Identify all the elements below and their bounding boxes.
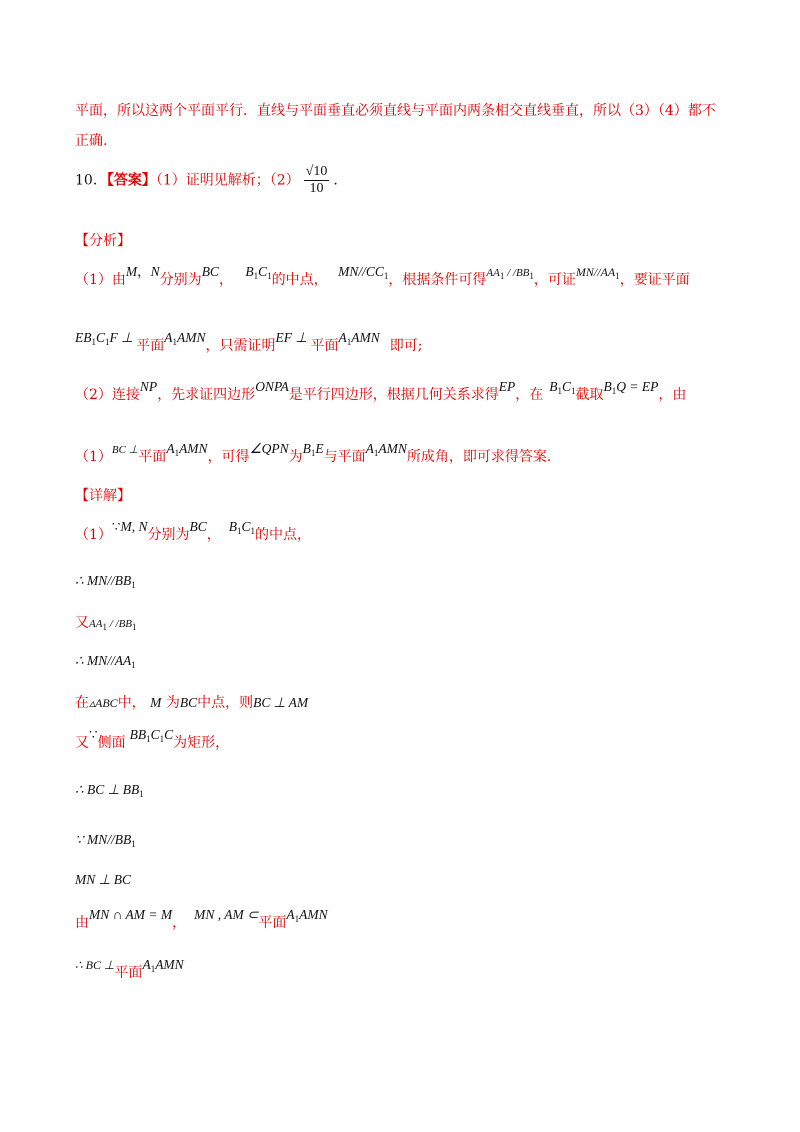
text: （2）连接 xyxy=(75,387,140,403)
math: M, N xyxy=(120,519,148,534)
detail-line-1 xyxy=(75,519,312,544)
math: ∠QPN xyxy=(249,441,289,456)
answer-end: ． xyxy=(333,172,348,189)
analysis-line-3 xyxy=(75,379,687,404)
text: ，可证 xyxy=(533,272,576,288)
detail-line-4: ∴ $MN//AA_1$ xyxy=(75,653,136,670)
text: 平面 xyxy=(138,449,167,465)
detail-line-11: ∴ BC ⊥平面$A_1AMN$ xyxy=(75,957,184,981)
detail-line-2: ∴ $MN//BB_1$ xyxy=(75,573,136,590)
math: NP xyxy=(139,379,158,394)
detail-line-10: 由MN ∩ AM = M，MN , AM ⊂平面$A_1AMN$ xyxy=(75,907,328,931)
analysis-heading: 【分析】 xyxy=(75,233,131,249)
math: M xyxy=(125,264,138,279)
math: $A_1AMN$ xyxy=(338,330,380,347)
text: ，在 xyxy=(515,387,544,403)
math: BC ⊥ xyxy=(111,444,139,456)
text: 平面 xyxy=(310,338,339,354)
text: ，要证平面 xyxy=(619,272,690,288)
text: ，由 xyxy=(658,387,687,403)
math: $B_1C_1$ xyxy=(245,264,272,281)
analysis-line-4 xyxy=(75,441,552,466)
text-line-1: 平面，所以这两个平面平行．直线与平面垂直必须直线与平面内两条相交直线垂直，所以（3）（4）都不 xyxy=(75,103,716,119)
text: ，根据条件可得 xyxy=(388,272,487,288)
text: （1）由 xyxy=(75,272,126,288)
math: $B_1E$ xyxy=(302,441,324,458)
detail-line-8: ∵ $MN//BB_1$ xyxy=(75,832,136,849)
text: 的中点， xyxy=(271,272,328,288)
math: $A_1AMN$ xyxy=(166,441,208,458)
text: 截取 xyxy=(575,387,604,403)
text: ，先求证四边形 xyxy=(157,387,256,403)
text: ， xyxy=(218,272,233,288)
math: BC xyxy=(189,519,207,534)
q10-number: 10． xyxy=(75,172,107,189)
text: 所成角，即可求得答案. xyxy=(406,449,552,465)
text: （1） xyxy=(75,449,112,465)
detail-line-5: 在▵ABC中， M 为BC中点，则BC ⊥ AM xyxy=(75,695,309,711)
math: $EB_1C_1F$ ⊥ xyxy=(75,330,137,347)
text: 与平面 xyxy=(323,449,366,465)
math: $B_1C_1$ xyxy=(228,519,256,536)
q10-answer xyxy=(75,164,347,197)
math: AA1 / /BB1 xyxy=(486,267,534,281)
text: ， xyxy=(206,527,221,543)
math: EP xyxy=(498,379,516,394)
math: $MN//AA_1$ xyxy=(575,265,620,281)
text: 分别为 xyxy=(159,272,202,288)
text: ，只需证明 xyxy=(205,338,276,354)
text: 的中点， xyxy=(255,527,312,543)
analysis-line-1 xyxy=(75,264,690,289)
detail-heading: 【详解】 xyxy=(75,488,131,504)
answer-tag: 【答案】 xyxy=(106,172,156,189)
math: ONPA xyxy=(255,379,289,394)
math: ∵ xyxy=(111,519,121,534)
math: $A_1AMN$ xyxy=(164,330,206,347)
detail-line-6: 又∵侧面$BB_1C_1C$为矩形， xyxy=(75,727,230,751)
text: 即可; xyxy=(389,338,423,354)
math: BC xyxy=(201,264,219,279)
math: $B_1Q$ = EP xyxy=(603,379,659,396)
text: 为 xyxy=(288,449,303,465)
fraction-numerator: √10 xyxy=(305,164,328,179)
math: N xyxy=(150,264,160,279)
text: 是平行四边形，根据几何关系求得 xyxy=(288,387,499,403)
text: 平面 xyxy=(136,338,165,354)
detail-line-3: 又$AA_1 / /BB_1$ xyxy=(75,615,137,632)
text-line-2: 正确. xyxy=(75,133,108,149)
text: ，可得 xyxy=(207,449,250,465)
math: $MN//CC_1$ xyxy=(338,264,389,281)
math: $B_1C_1$ xyxy=(549,379,576,396)
math: $A_1AMN$ xyxy=(365,441,407,458)
math: ， xyxy=(137,264,151,279)
math: EF ⊥ xyxy=(275,330,311,345)
detail-line-7: ∴ BC ⊥ $BB_1$ xyxy=(75,782,144,799)
fraction-denominator: 10 xyxy=(309,181,324,196)
text: （1） xyxy=(75,527,112,543)
text: 分别为 xyxy=(147,527,190,543)
answer-text: （1）证明见解析；（2） xyxy=(155,172,300,189)
fraction xyxy=(304,164,330,197)
detail-line-9: MN ⊥ BC xyxy=(75,872,132,887)
analysis-line-2 xyxy=(75,330,423,355)
